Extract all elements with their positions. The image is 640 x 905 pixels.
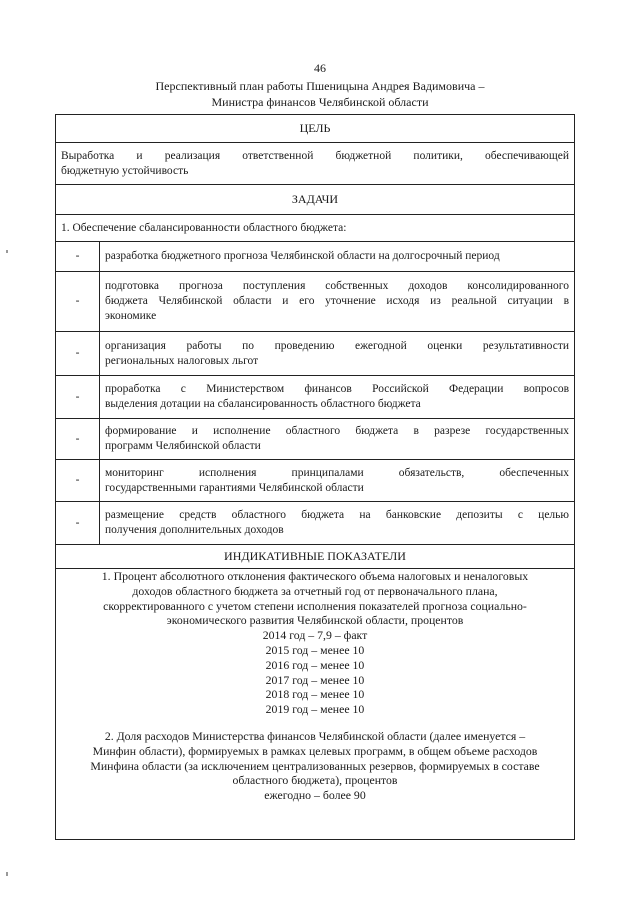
task-row (56, 272, 575, 332)
task-dash: - (56, 332, 100, 376)
tasks-subheading: 1. Обеспечение сбалансированности областного бюджета: (56, 215, 575, 242)
indicators-heading-row (56, 545, 575, 569)
goal-heading: ЦЕЛЬ (56, 115, 575, 143)
scan-mark (6, 872, 8, 876)
indicators-row (56, 569, 575, 840)
task-row (56, 242, 575, 272)
scan-mark (6, 250, 8, 253)
indicator-2-text: 2. Доля расходов Министерства финансов Челябинской области (далее именуется – Минфин области), формируемых в рамках целевых программ, в общем объеме расходов Минфина области (за исключением централизованных резервов, формируемых в составе областного бюджета), процентов (90, 728, 540, 788)
task-dash: - (56, 272, 100, 332)
indicators-heading: ИНДИКАТИВНЫЕ ПОКАЗАТЕЛИ (56, 545, 575, 569)
indicators-content (56, 569, 575, 840)
tasks-heading: ЗАДАЧИ (56, 185, 575, 215)
task-row (56, 502, 575, 545)
document-title (60, 78, 580, 110)
task-row (56, 332, 575, 376)
title-line-1: Перспективный план работы Пшеницына Андрея Вадимовича – (155, 79, 485, 93)
task-dash: - (56, 376, 100, 419)
indicator-2-value: ежегодно – более 90 (264, 788, 366, 803)
task-row (56, 419, 575, 460)
indicator-value: 2014 год – 7,9 – факт (262, 628, 368, 643)
task-text: разработка бюджетного прогноза Челябинской области на долгосрочный период (100, 242, 575, 272)
goal-row (56, 143, 575, 185)
title-line-2: Министра финансов Челябинской области (211, 95, 429, 109)
task-text: мониторинг исполнения принципалами обязательств, обеспеченных государственными гарантиями Челябинской области (100, 460, 575, 502)
task-row (56, 460, 575, 502)
task-text: проработка с Министерством финансов Российской Федерации вопросов выделения дотации на сбалансированность областного бюджета (100, 376, 575, 419)
tasks-subheading-row (56, 215, 575, 242)
indicator-1-text: 1. Процент абсолютного отклонения фактического объема налоговых и неналоговых доходов областного бюджета за отчетный год от первоначального плана, скорректированного с учетом степени исполнения показателей прогноза социально- экономического развития Челябинской области, процентов (101, 569, 529, 628)
goal-text: Выработка и реализация ответственной бюджетной политики, обеспечивающей бюджетную устойчивость (56, 143, 575, 185)
task-dash: - (56, 502, 100, 545)
indicator-value: 2016 год – менее 10 (265, 657, 365, 672)
indicator-value: 2019 год – менее 10 (265, 702, 365, 717)
task-text: подготовка прогноза поступления собственных доходов консолидированного бюджета Челябинской области и его уточнение исходя из реальной ситуации в экономике (100, 272, 575, 332)
task-dash: - (56, 242, 100, 272)
task-dash: - (56, 460, 100, 502)
task-text: формирование и исполнение областного бюджета в разрезе государственных программ Челябинской области (100, 419, 575, 460)
plan-table (55, 114, 575, 840)
indicator-value: 2015 год – менее 10 (265, 642, 365, 657)
goal-heading-row (56, 115, 575, 143)
task-text: размещение средств областного бюджета на банковские депозиты с целью получения дополнительных доходов (100, 502, 575, 545)
page-number: 46 (314, 61, 326, 75)
indicator-1-values (61, 628, 569, 717)
task-dash: - (56, 419, 100, 460)
task-row (56, 376, 575, 419)
indicator-value: 2018 год – менее 10 (265, 687, 365, 702)
task-text: организация работы по проведению ежегодной оценки результативности региональных налоговых льгот (100, 332, 575, 376)
tasks-heading-row (56, 185, 575, 215)
indicator-value: 2017 год – менее 10 (265, 672, 365, 687)
